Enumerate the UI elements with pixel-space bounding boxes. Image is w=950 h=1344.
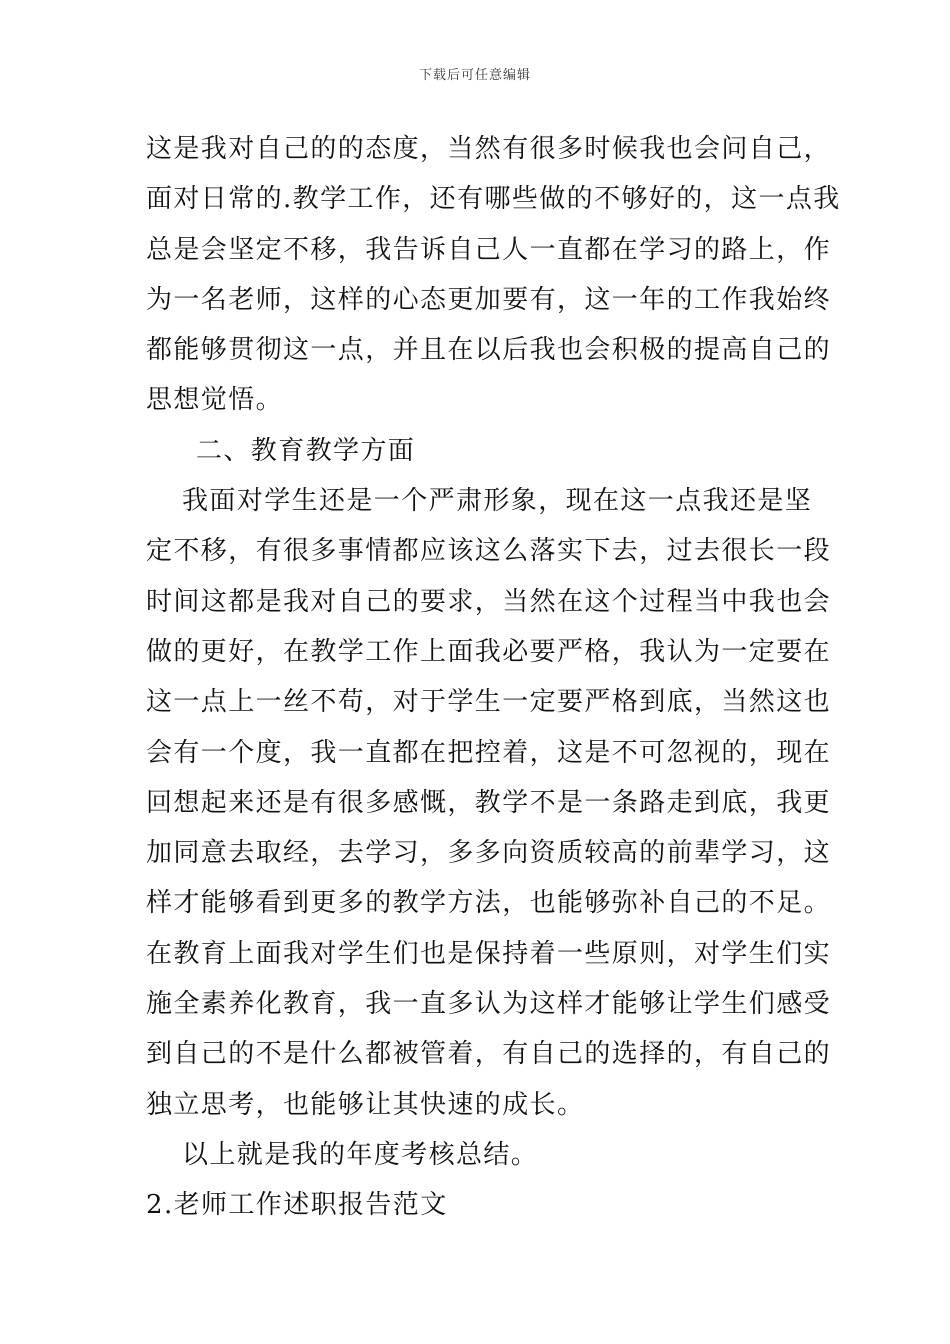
next-section-title: 2.老师工作述职报告范文 [146, 1190, 448, 1221]
text-line: 为一名老师，这样的心态更加要有，这一年的工作我始终 [146, 284, 832, 315]
text-line: 到自己的不是什么都被管着，有自己的选择的，有自己的 [146, 1039, 832, 1070]
text-line: 面对日常的.教学工作，还有哪些做的不够好的，这一点我 [146, 184, 841, 215]
text-line: 加同意去取经，去学习，多多向资质较高的前辈学习，这 [146, 838, 832, 869]
text-line: 做的更好，在教学工作上面我必要严格，我认为一定要在 [146, 636, 832, 667]
text-line: 思想觉悟。 [146, 385, 284, 416]
download-note: 下载后可任意编辑 [418, 68, 531, 83]
paragraph-first-line: 我面对学生还是一个严肃形象，现在这一点我还是坚 [182, 486, 813, 517]
text-line: 定不移，有很多事情都应该这么落实下去，过去很长一段 [146, 536, 832, 567]
text-line: 样才能够看到更多的教学方法，也能够弥补自己的不足。 [146, 888, 832, 919]
text-line: 回想起来还是有很多感慨，教学不是一条路走到底，我更 [146, 787, 832, 818]
section-heading: 二、教育教学方面 [196, 435, 416, 466]
body-text [146, 124, 841, 1231]
text-line: 独立思考，也能够让其快速的成长。 [146, 1089, 585, 1120]
text-line: 这一点上一丝不苟，对于学生一定要严格到底，当然这也 [146, 687, 832, 718]
text-line: 都能够贯彻这一点，并且在以后我也会积极的提高自己的 [146, 335, 832, 366]
text-line: 施全素养化教育，我一直多认为这样才能够让学生们感受 [146, 989, 832, 1020]
text-line: 在教育上面我对学生们也是保持着一些原则，对学生们实 [146, 938, 832, 969]
text-line: 会有一个度，我一直都在把控着，这是不可忽视的，现在 [146, 737, 832, 768]
text-line: 时间这都是我对自己的要求，当然在这个过程当中我也会 [146, 586, 832, 617]
closing-line: 以上就是我的年度考核总结。 [182, 1139, 539, 1170]
text-line: 总是会坚定不移，我告诉自己人一直都在学习的路上，作 [146, 234, 832, 265]
text-line: 这是我对自己的的态度，当然有很多时候我也会问自己， [146, 134, 832, 164]
